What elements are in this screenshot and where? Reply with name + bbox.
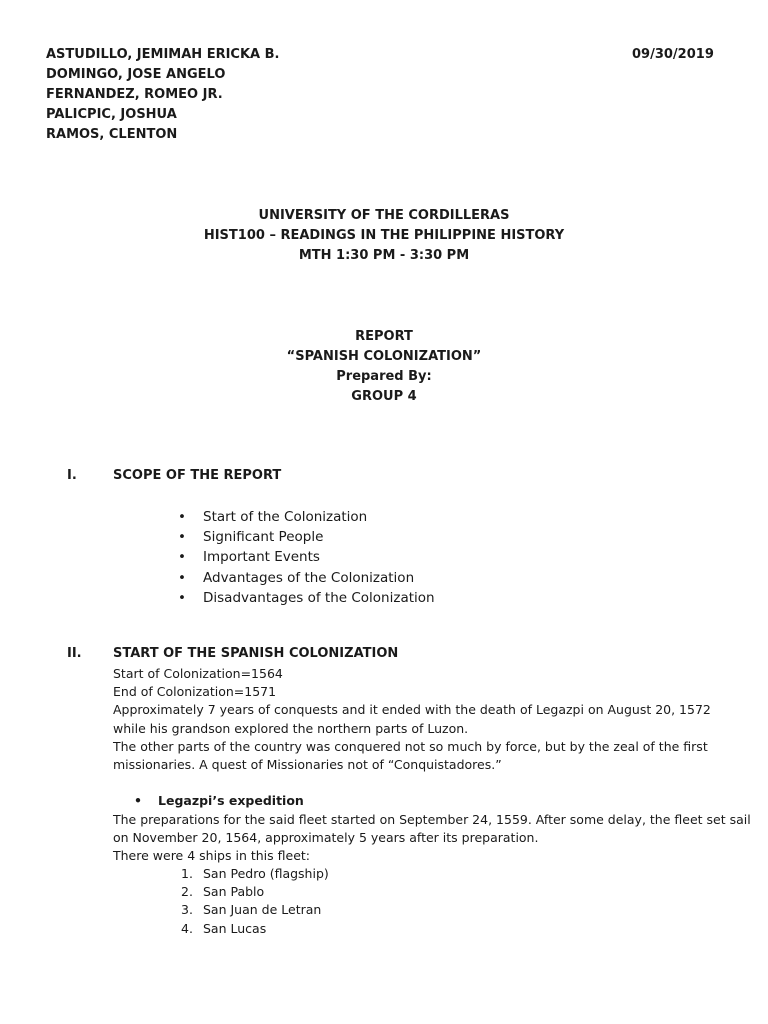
section-1-number: I.	[67, 468, 77, 483]
university-name: UNIVERSITY OF THE CORDILLERAS	[258, 208, 510, 223]
author-name: DOMINGO, JOSE ANGELO	[46, 67, 226, 82]
prepared-by-label: Prepared By:	[336, 369, 432, 384]
body-line: There were 4 ships in this fleet:	[113, 848, 310, 864]
body-line: on November 20, 1564, approximately 5 years after its preparation.	[113, 830, 539, 846]
body-line: End of Colonization=1571	[113, 684, 277, 700]
body-line: Approximately 7 years of conquests and it ended with the death of Legazpi on August 20, 1572	[113, 702, 711, 718]
course-info	[0, 206, 768, 266]
list-item: 3. San Juan de Letran	[181, 902, 322, 918]
bullet-icon: •	[178, 569, 186, 586]
bullet-icon: •	[178, 509, 186, 525]
bullet-icon: •	[178, 589, 186, 606]
report-title: “SPANISH COLONIZATION”	[286, 349, 482, 364]
list-item: • Disadvantages of the Colonization	[178, 588, 435, 608]
section-2-body	[113, 665, 711, 774]
section-1-title: SCOPE OF THE REPORT	[113, 468, 282, 483]
body-line: The other parts of the country was conquered not so much by force, but by the zeal of the first	[113, 738, 708, 754]
list-item: 2. San Pablo	[181, 884, 265, 900]
class-schedule: MTH 1:30 PM - 3:30 PM	[298, 248, 470, 263]
section-2-number: II.	[67, 646, 82, 661]
list-item: • Advantages of the Colonization	[178, 568, 435, 588]
report-date: 09/30/2019	[632, 47, 714, 62]
body-line: while his grandson explored the northern parts of Luzon.	[113, 720, 469, 736]
bullet-icon: •	[178, 529, 186, 546]
list-item: 4. San Lucas	[181, 920, 267, 936]
subheading-legazpi: • Legazpi’s expedition	[134, 793, 304, 808]
expedition-body	[113, 811, 751, 866]
list-item: • Start of the Colonization	[178, 507, 435, 527]
scope-list	[178, 507, 435, 608]
ship-list	[181, 865, 329, 938]
subject-title: HIST100 – READINGS IN THE PHILIPPINE HISTORY	[203, 228, 565, 243]
body-line: Start of Colonization=1564	[113, 666, 283, 681]
body-line: The preparations for the said fleet started on September 24, 1559. After some delay, the fleet set sail	[113, 812, 751, 827]
author-name: ASTUDILLO, JEMIMAH ERICKA B.	[46, 47, 280, 62]
author-name: PALICPIC, JOSHUA	[46, 107, 177, 122]
bullet-icon: •	[134, 793, 142, 808]
report-title-block	[0, 327, 768, 407]
list-item: • Important Events	[178, 547, 435, 567]
group-name: GROUP 4	[351, 389, 417, 404]
author-name: FERNANDEZ, ROMEO JR.	[46, 87, 223, 102]
list-item: • Significant People	[178, 527, 435, 547]
section-2-title: START OF THE SPANISH COLONIZATION	[113, 646, 399, 661]
author-list	[46, 45, 279, 145]
body-line: missionaries. A quest of Missionaries not of “Conquistadores.”	[113, 757, 502, 773]
bullet-icon: •	[178, 549, 186, 566]
list-item: 1. San Pedro (flagship)	[181, 866, 329, 881]
report-label: REPORT	[355, 329, 413, 344]
author-name: RAMOS, CLENTON	[46, 127, 178, 142]
